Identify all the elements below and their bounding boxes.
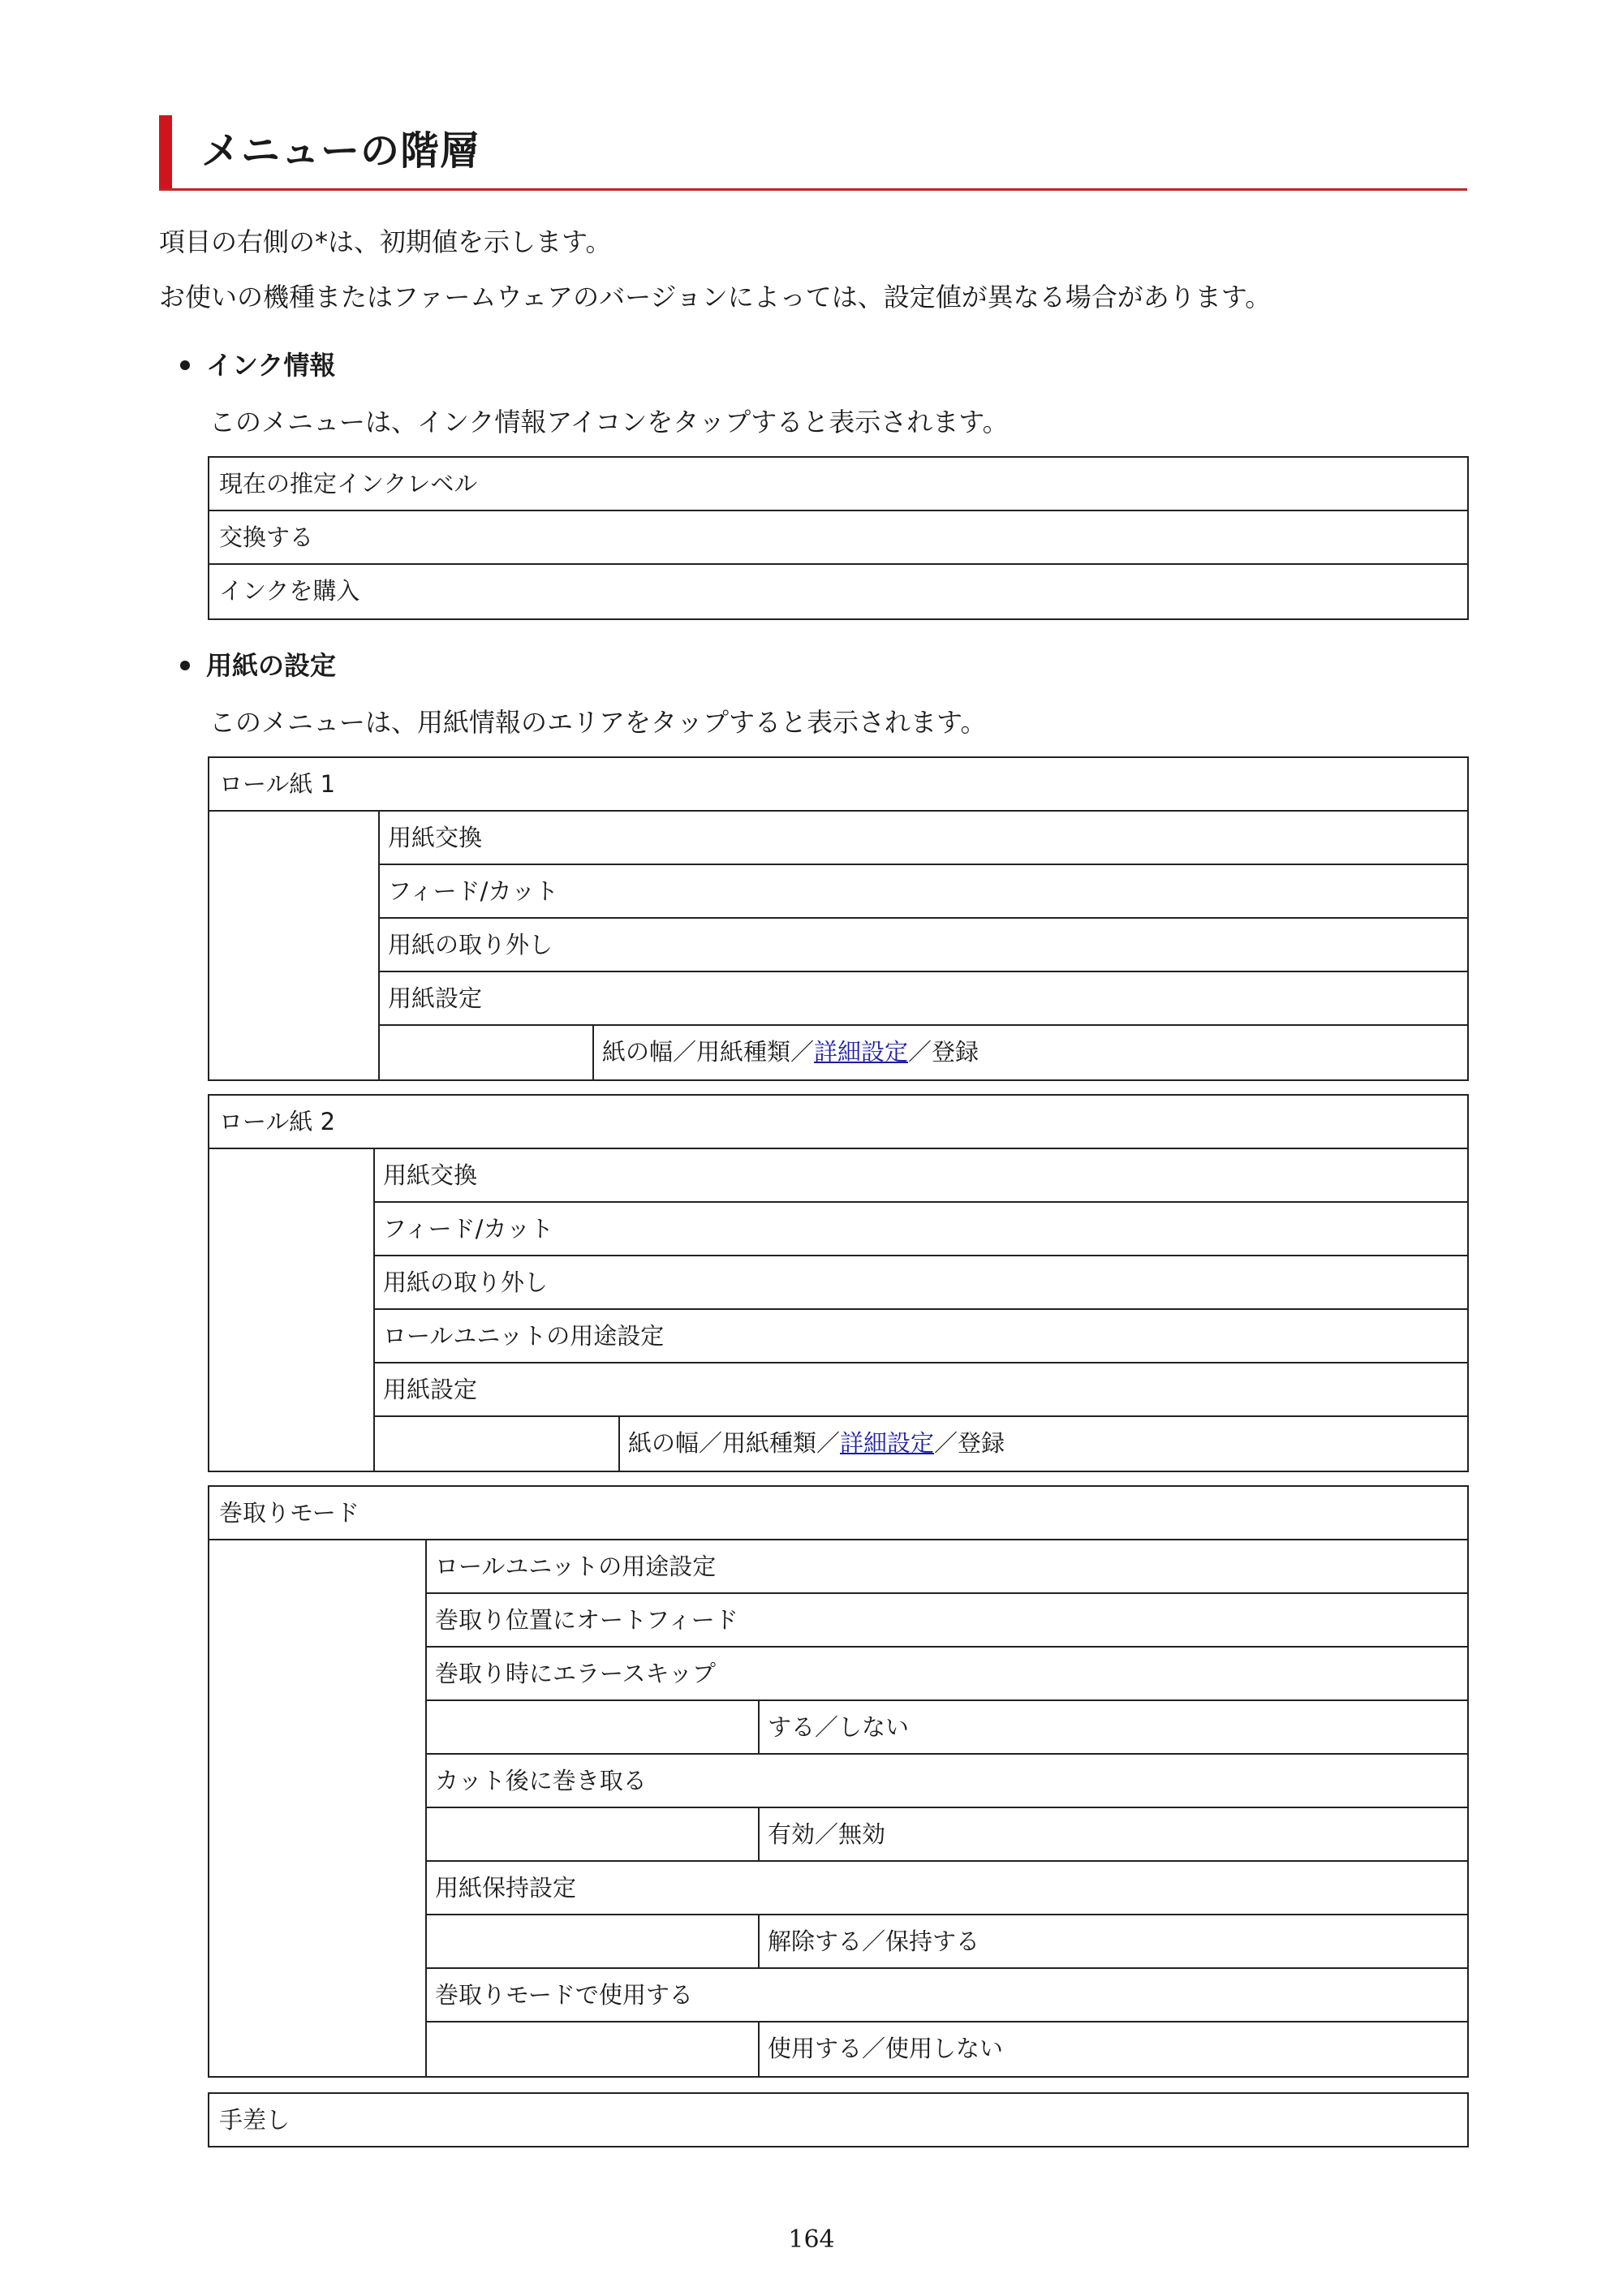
table-row: 交換する [219,523,314,551]
table-row: カット後に巻き取る [435,1767,647,1794]
table-row: 巻取り時にエラースキップ [435,1660,716,1687]
table-row: 巻取りモードで使用する [435,1981,693,2009]
table-row: 巻取り位置にオートフィード [435,1606,738,1634]
table-row: 現在の推定インクレベル [219,470,478,498]
bullet-icon [180,360,190,370]
detail-settings-link[interactable]: 詳細設定 [814,1038,909,1066]
roll1-sub-settings [602,1026,979,1078]
ink-section-heading [180,346,335,385]
roll2-sub-settings [628,1417,1005,1469]
sub-settings-text: ／登録 [934,1429,1005,1457]
sub-settings-text: 紙の幅／用紙種類／ [602,1038,815,1066]
table-row: 用紙の取り外し [388,931,553,958]
table-row: する／しない [768,1713,910,1741]
table-row: フィード/カット [383,1215,554,1243]
table-row: 用紙保持設定 [435,1874,577,1902]
bullet-icon [180,661,190,670]
paper-heading-text: 用紙の設定 [206,650,337,681]
page-title: メニューの階層 [201,128,480,174]
paper-section-heading [180,646,336,685]
page-number: 164 [788,2225,835,2254]
ink-description: このメニューは、インク情報アイコンをタップすると表示されます。 [209,407,1009,437]
table-row: 有効／無効 [768,1820,886,1848]
table-row: 用紙交換 [383,1161,478,1189]
title-underline [159,188,1467,191]
table-row: 使用する／使用しない [768,2035,1004,2062]
table-row: ロールユニットの用途設定 [383,1322,665,1350]
table-row: 用紙設定 [383,1376,478,1403]
sub-settings-text: ／登録 [908,1038,979,1066]
table-row: インクを購入 [219,577,360,605]
table-row: 用紙交換 [388,824,483,851]
table-row: フィード/カット [388,877,559,905]
sub-settings-text: 紙の幅／用紙種類／ [628,1429,841,1457]
table-row: 用紙設定 [388,984,483,1012]
title-accent-bar [159,115,172,190]
ink-heading-text: インク情報 [206,350,336,381]
roll2-label: ロール紙 2 [219,1108,336,1135]
table-row: ロールユニットの用途設定 [435,1553,717,1580]
intro-line-1: 項目の右側の*は、初期値を示します。 [159,226,612,257]
paper-description: このメニューは、用紙情報のエリアをタップすると表示されます。 [209,707,987,738]
table-row: 用紙の取り外し [383,1269,549,1296]
takeup-label: 巻取りモード [219,1499,359,1527]
table-row: 解除する／保持する [768,1928,980,1955]
manual-feed-label: 手差し [219,2106,291,2134]
roll1-label: ロール紙 1 [219,770,336,798]
intro-line-2: お使いの機種またはファームウェアのバージョンによっては、設定値が異なる場合があります。 [159,282,1272,312]
detail-settings-link[interactable]: 詳細設定 [840,1429,935,1457]
